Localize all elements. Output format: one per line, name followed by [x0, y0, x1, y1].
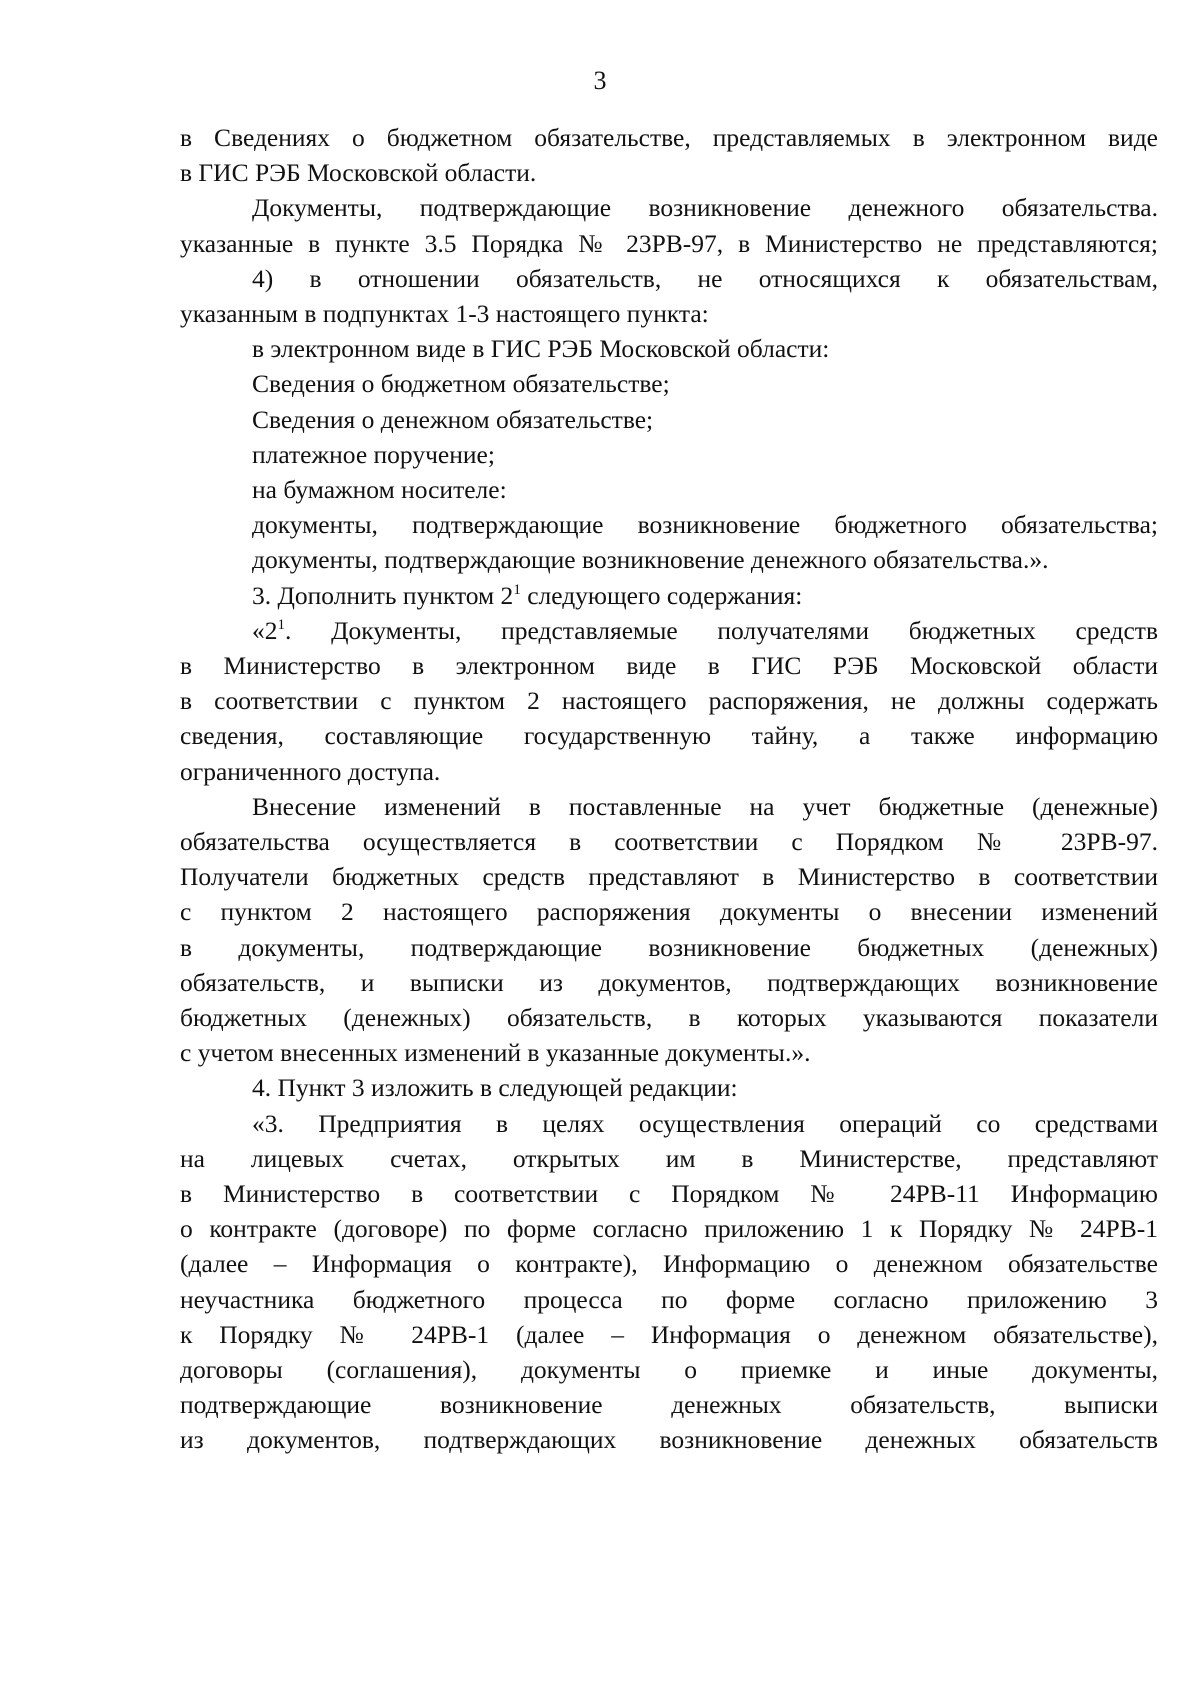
text-line [252, 404, 1158, 436]
text-line-main: неучастника бюджетного процесса по форме согласно приложению 3 [180, 1284, 1158, 1314]
text-line [180, 1284, 1158, 1316]
text-line-main: Получатели бюджетных средств представляют в Министерство в соответствии [180, 862, 1158, 892]
text-line-main: указанным в подпунктах 1-3 настоящего пункта: [180, 299, 709, 328]
text-line [180, 122, 1158, 154]
text-line [180, 967, 1158, 999]
text-line-main: документы, подтверждающие возникновение бюджетного обязательства; [252, 510, 1158, 540]
text-line-main: в Сведениях о бюджетном обязательстве, представляемых в электронном виде [180, 123, 1158, 152]
text-line-main: к Порядку № 24РВ-1 (далее – Информация о денежном обязательстве), [180, 1319, 1158, 1349]
text-line [180, 896, 1158, 928]
text-line [180, 650, 1158, 682]
text-line-main: сведения, составляющие государственную тайну, а также информацию [180, 721, 1158, 751]
text-line [180, 685, 1158, 717]
text-line-main: «2 [252, 615, 278, 645]
text-line-main: Сведения о бюджетном обязательстве; [252, 369, 670, 399]
text-line-main: 3. Дополнить пунктом 2 [252, 580, 514, 610]
text-line-main: в соответствии с пунктом 2 настоящего распоряжения, не должны содержать [180, 686, 1158, 716]
text-line [180, 298, 1158, 330]
text-line-main: с учетом внесенных изменений в указанные документы.». [180, 1038, 811, 1068]
text-line-main: в документы, подтверждающие возникновение бюджетных (денежных) [180, 932, 1158, 962]
text-line-main: из документов, подтверждающих возникновение денежных обязательств [180, 1425, 1158, 1455]
text-line [180, 1389, 1158, 1421]
text-line-main: указанные в пункте 3.5 Порядка № 23РВ-97, в Министерство не представляются; [180, 228, 1158, 258]
text-line-main: о контракте (договоре) по форме согласно приложению 1 к Порядку № 24РВ-1 [180, 1214, 1158, 1244]
text-line [180, 756, 1158, 788]
text-line [180, 1319, 1158, 1351]
text-line [252, 544, 1158, 576]
text-line-main: 4. Пункт 3 изложить в следующей редакции: [252, 1073, 738, 1103]
text-line-main: в ГИС РЭБ Московской области. [180, 158, 537, 188]
text-line [180, 1143, 1158, 1175]
text-line [180, 1354, 1158, 1386]
text-line-main: документы, подтверждающие возникновение денежного обязательства.». [252, 545, 1049, 575]
text-line-main: бюджетных (денежных) обязательств, в которых указываются показатели [180, 1003, 1158, 1032]
page-number: 3 [593, 66, 607, 95]
superscript: 1 [513, 581, 521, 598]
text-line [252, 1072, 1158, 1104]
text-line [252, 439, 1158, 471]
text-line-main: на бумажном носителе: [252, 475, 507, 504]
text-line [180, 157, 1158, 189]
text-line [180, 1213, 1158, 1245]
text-line [180, 228, 1158, 260]
text-line [180, 826, 1158, 858]
text-line [252, 368, 1158, 400]
text-line-main: в Министерство в электронном виде в ГИС РЭБ Московской области [180, 651, 1158, 680]
text-line-main: Сведения о денежном обязательстве; [252, 404, 654, 434]
text-line [180, 1424, 1158, 1456]
text-line-main: на лицевых счетах, открытых им в Министерстве, представляют [180, 1143, 1158, 1173]
text-line-main: «3. Предприятия в целях осуществления операций со средствами [252, 1108, 1158, 1138]
text-line [252, 333, 1158, 365]
text-line-main: платежное поручение; [252, 439, 495, 469]
text-line [180, 720, 1158, 752]
text-line [252, 263, 1158, 295]
text-line [252, 474, 1158, 506]
text-line-main: ограниченного доступа. [180, 756, 441, 786]
superscript: 1 [277, 616, 285, 633]
text-line-continuation: . Документы, представляемые получателями бюджетных средств [285, 615, 1158, 645]
text-line [252, 1108, 1158, 1140]
text-line [180, 1248, 1158, 1280]
text-line [252, 509, 1158, 541]
text-line-main: 4) в отношении обязательств, не относящихся к обязательствам, [252, 263, 1158, 293]
text-line [180, 861, 1158, 893]
text-line-main: подтверждающие возникновение денежных обязательств, выписки [180, 1390, 1158, 1420]
text-line [180, 932, 1158, 964]
text-line [180, 1002, 1158, 1034]
text-line [180, 1037, 1158, 1069]
text-line-main: обязательств, и выписки из документов, подтверждающих возникновение [180, 967, 1158, 997]
text-line [180, 1178, 1158, 1210]
text-line [252, 192, 1158, 224]
text-line-main: обязательства осуществляется в соответствии с Порядком № 23РВ-97. [180, 827, 1158, 856]
text-line-main: договоры (соглашения), документы о приемке и иные документы, [180, 1355, 1158, 1384]
text-line [252, 615, 1158, 647]
text-line-main: (далее – Информация о контракте), Информацию о денежном обязательстве [180, 1249, 1158, 1279]
text-line-main: в электронном виде в ГИС РЭБ Московской области: [252, 334, 830, 364]
text-line-continuation: следующего содержания: [520, 580, 803, 610]
text-line-main: в Министерство в соответствии с Порядком № 24РВ-11 Информацию [180, 1179, 1158, 1208]
text-line [252, 580, 1158, 612]
text-line-main: Документы, подтверждающие возникновение денежного обязательства. [252, 193, 1158, 223]
text-line [252, 791, 1158, 823]
text-line-main: Внесение изменений в поставленные на учет бюджетные (денежные) [252, 791, 1158, 821]
text-line-main: с пунктом 2 настоящего распоряжения документы о внесении изменений [180, 897, 1158, 927]
